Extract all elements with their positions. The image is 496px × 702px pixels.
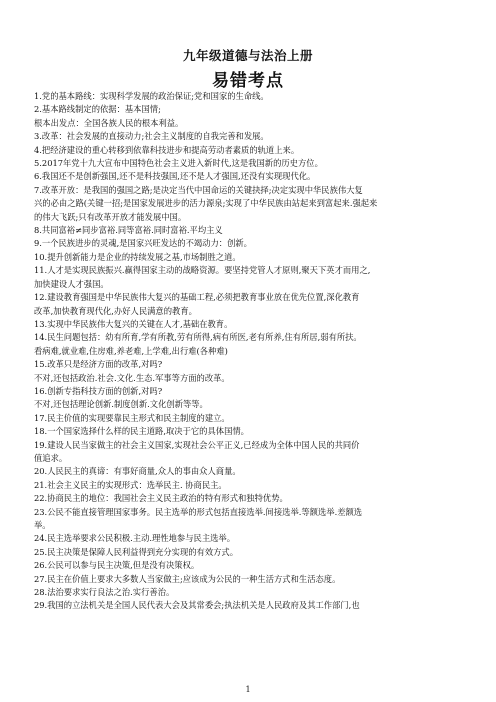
text-line: 根本出发点：全国各族人民的根本利益。	[34, 117, 184, 128]
document-subtitle: 易错考点	[212, 71, 284, 91]
text-line: 18.一个国家选择什么样的民主道路,取决于它的具体国情。	[34, 426, 249, 437]
text-line: 4.把经济建设的重心转移到依靠科技进步和提高劳动者素质的轨道上来。	[34, 144, 300, 155]
text-line: 3.改革：社会发展的直接动力;社会主义制度的自我完善和发展。	[34, 131, 269, 142]
text-line: 5.2017年党十九大宣布中国特色社会主义进入新时代,这是我国新的历史方位。	[34, 158, 323, 169]
text-line: 6.我国还不是创新强国,还不是科技强国,还不是人才强国,还没有实现现代化。	[34, 171, 316, 182]
text-line: 27.民主在价值上要求大多数人当家做主;应该成为公民的一种生活方式和生活态度。	[34, 573, 341, 584]
document-body	[34, 90, 464, 613]
text-line: 改革,加快教育现代化,办好人民满意的教育。	[34, 305, 197, 316]
text-line: 23.公民不能直接管理国家事务。民主选举的形式包括直接选举.间接选举.等额选举.差额选	[34, 506, 363, 517]
text-line: 9.一个民族进步的灵魂,是国家兴旺发达的不竭动力：创新。	[34, 238, 252, 249]
text-line: 11.人才是实现民族振兴.赢得国家主动的战略资源。要坚持党管人才原则,聚天下英才而用之,	[34, 265, 371, 276]
text-line: 20.人民民主的真谛：有事好商量,众人的事由众人商量。	[34, 466, 241, 477]
document-title: 九年级道德与法治上册	[182, 48, 313, 63]
text-line: 29.我国的立法机关是全国人民代表大会及其常委会;执法机关是人民政府及其工作部门,也	[34, 600, 360, 611]
text-line: 1.党的基本路线：实现科学发展的政治保证;党和国家的生命线。	[34, 91, 269, 101]
page-number: 1	[245, 685, 251, 694]
text-line: 14.民生问题包括：幼有所育,学有所教,劳有所得,病有所医,老有所养,住有所居,弱有所扶。	[34, 332, 362, 343]
text-line: 13.实现中华民族伟大复兴的关键在人才,基础在教育。	[34, 318, 233, 329]
text-line: 22.协商民主的地位：我国社会主义民主政治的特有形式和独特优势。	[34, 493, 288, 504]
text-line: 17.民主价值的实现要靠民主形式和民主制度的建立。	[34, 412, 230, 423]
text-line: 8.共同富裕≠同步富裕.同等富裕.同时富裕.平均主义	[34, 225, 223, 236]
text-line: 举。	[34, 520, 51, 530]
text-line: 26.公民可以参与民主决策,但是没有决策权。	[34, 560, 200, 571]
text-line: 10.提升创新能力是企业的持续发展之基,市场制胜之道。	[34, 251, 241, 262]
text-line: 24.民主选举要求公民积极.主动.理性地参与民主选举。	[34, 533, 236, 544]
text-line: 兴的必由之路(关键一招;是国家发展进步的活力源泉;实现了中华民族由站起来到富起来.强起来	[34, 198, 378, 209]
text-line: 19.建设人民当家做主的社会主义国家,实现社会公平正义,已经成为全体中国人民的共同价	[34, 439, 360, 450]
text-line: 7.改革开放：是我国的强国之路;是决定当代中国命运的关键抉择;决定实现中华民族伟大复	[34, 184, 363, 195]
text-line: 的伟大飞跃;只有改革开放才能发展中国。	[34, 211, 187, 222]
text-line: 不对,还包括理论创新.制度创新.文化创新等等。	[34, 399, 208, 410]
text-line: 值追求。	[34, 452, 68, 463]
text-line: 21.社会主义民主的实现形式：选举民主. 协商民主。	[34, 479, 227, 490]
text-line: 12.建设教育强国是中华民族伟大复兴的基础工程,必须把教育事业放在优先位置,深化教育	[34, 292, 360, 303]
text-line: 16.创新专指科技方面的创新,对吗?	[34, 385, 163, 396]
text-line: 看病难,就业难,住房难,养老难,上学难,出行难(各种难)	[34, 345, 228, 356]
text-line: 25.民主决策是保障人民利益得到充分实现的有效方式。	[34, 546, 239, 557]
text-line: 28.法治要求实行良法之治.实行善治。	[34, 587, 175, 598]
text-line: 不对,还包括政治.社会.文化.生态.军事等方面的改革。	[34, 372, 230, 383]
text-line: 15.改革只是经济方面的改革,对吗?	[34, 359, 163, 370]
text-line: 2.基本路线制定的依据：基本国情;	[34, 104, 161, 115]
text-line: 加快建设人才强国。	[34, 278, 109, 289]
